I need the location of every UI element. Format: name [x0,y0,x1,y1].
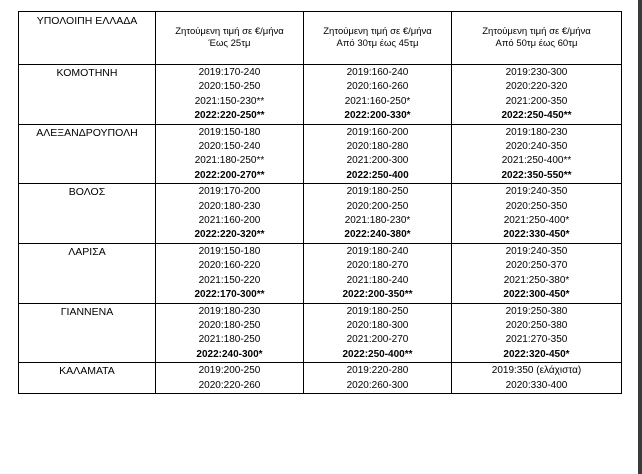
price-range-line: 2020:150-250 [198,81,261,93]
price-range-line: 2020:250-380 [505,319,568,331]
price-cell [452,124,622,184]
price-cell [156,363,304,394]
price-range-line: 2019:220-280 [346,365,409,377]
price-range-line: 2020:180-250 [198,319,261,331]
price-range-line: 2020:220-320 [505,81,568,93]
price-range-line: 2019:150-180 [198,126,261,138]
header-col-label: Ζητούμενη τιμή σε €/μήνα [175,26,284,37]
header-col-30-45sqm [304,12,452,65]
window-edge [638,0,642,474]
price-range-line: 2020:180-280 [346,141,409,153]
price-range-line: 2019:150-180 [198,245,261,257]
header-col-size: Έως 25τμ [208,38,251,49]
price-range-line: 2021:270-350 [505,334,568,346]
price-range-line: 2022:220-320** [194,229,265,241]
price-range-line: 2020:160-220 [198,260,261,272]
price-cell [452,184,622,244]
table-row [19,243,622,303]
table-row [19,303,622,363]
price-range-line: 2020:330-400 [505,379,568,391]
price-range-line: 2021:180-230* [344,215,411,227]
price-range-line: 2021:250-400** [501,155,572,167]
header-col-label: Ζητούμενη τιμή σε €/μήνα [482,26,591,37]
price-range-line: 2021:150-230** [194,95,265,107]
table-row [19,184,622,244]
price-range-line: 2021:160-200 [198,215,261,227]
header-col-size: Από 30τμ έως 45τμ [336,38,419,49]
price-range-line: 2022:240-300* [196,348,263,360]
price-range-line: 2022:320-450* [503,348,570,360]
price-range-line: 2022:250-450** [501,110,572,122]
price-cell [156,124,304,184]
price-range-line: 2020:150-240 [198,141,261,153]
price-range-line: 2019:170-240 [198,67,261,78]
price-range-line: 2019:350 (ελάχιστα) [491,365,582,377]
price-range-line: 2020:180-270 [346,260,409,272]
header-region: ΥΠΟΛΟΙΠΗ ΕΛΛΑΔΑ [19,12,156,65]
price-range-line: 2022:200-270** [194,169,265,181]
price-range-line: 2022:240-380* [344,229,411,241]
city-name: ΒΟΛΟΣ [19,184,156,244]
price-range-line: 2020:200-250 [346,200,409,212]
price-range-line: 2020:250-370 [505,260,568,272]
price-cell [156,243,304,303]
price-cell [452,243,622,303]
price-range-line: 2022:200-350** [342,289,413,301]
table-header-row [19,12,622,65]
city-name: ΛΑΡΙΣΑ [19,243,156,303]
price-range-line: 2022:220-250** [194,110,265,122]
table-row [19,363,622,394]
price-range-line: 2022:250-400** [342,348,413,360]
price-cell [156,65,304,125]
price-range-line: 2022:250-400 [346,169,409,181]
price-range-line: 2021:180-240 [346,274,409,286]
price-cell [156,184,304,244]
table-row [19,124,622,184]
price-range-line: 2021:150-220 [198,274,261,286]
price-range-line: 2020:180-230 [198,200,261,212]
price-cell [304,303,452,363]
price-range-line: 2020:260-300 [346,379,409,391]
city-name: ΓΙΑΝΝΕΝΑ [19,303,156,363]
price-range-line: 2019:180-230 [198,305,261,317]
header-col-50-60sqm [452,12,622,65]
price-range-line: 2019:230-300 [505,67,568,78]
price-range-line: 2022:350-550** [501,169,572,181]
price-cell [452,303,622,363]
price-range-line: 2022:170-300** [194,289,265,301]
price-range-line: 2019:250-380 [505,305,568,317]
price-range-line: 2021:200-300 [346,155,409,167]
price-range-line: 2021:250-400* [503,215,570,227]
price-range-line: 2019:180-250 [346,186,409,198]
city-name: ΚΑΛΑΜΑΤΑ [19,363,156,394]
price-cell [452,363,622,394]
price-range-line: 2021:180-250** [194,155,265,167]
price-range-line: 2019:240-350 [505,245,568,257]
price-cell [304,243,452,303]
price-range-line: 2021:160-250* [344,95,411,107]
price-cell [304,363,452,394]
price-range-line: 2021:200-270 [346,334,409,346]
price-range-line: 2019:240-350 [505,186,568,198]
price-range-line: 2019:160-200 [346,126,409,138]
price-range-line: 2021:180-250 [198,334,261,346]
rent-price-table [18,11,622,394]
price-range-line: 2019:160-240 [346,67,409,78]
price-range-line: 2019:180-240 [346,245,409,257]
price-range-line: 2020:250-350 [505,200,568,212]
header-col-up-to-25sqm [156,12,304,65]
price-cell [304,124,452,184]
table-row [19,65,622,125]
price-range-line: 2022:200-330* [344,110,411,122]
price-range-line: 2021:200-350 [505,95,568,107]
price-range-line: 2019:180-250 [346,305,409,317]
price-cell [304,184,452,244]
header-col-size: Από 50τμ έως 60τμ [495,38,578,49]
header-col-label: Ζητούμενη τιμή σε €/μήνα [323,26,432,37]
price-range-line: 2019:170-200 [198,186,261,198]
price-range-line: 2020:160-260 [346,81,409,93]
price-range-line: 2020:220-260 [198,379,261,391]
price-cell [304,65,452,125]
price-range-line: 2022:330-450* [503,229,570,241]
price-range-line: 2021:250-380* [503,274,570,286]
price-range-line: 2019:180-230 [505,126,568,138]
city-name: ΚΟΜΟΤΗΝΗ [19,65,156,125]
price-range-line: 2019:200-250 [198,365,261,377]
price-cell [452,65,622,125]
price-cell [156,303,304,363]
price-range-line: 2020:180-300 [346,319,409,331]
price-range-line: 2022:300-450* [503,289,570,301]
price-range-line: 2020:240-350 [505,141,568,153]
city-name: ΑΛΕΞΑΝΔΡΟΥΠΟΛΗ [19,124,156,184]
